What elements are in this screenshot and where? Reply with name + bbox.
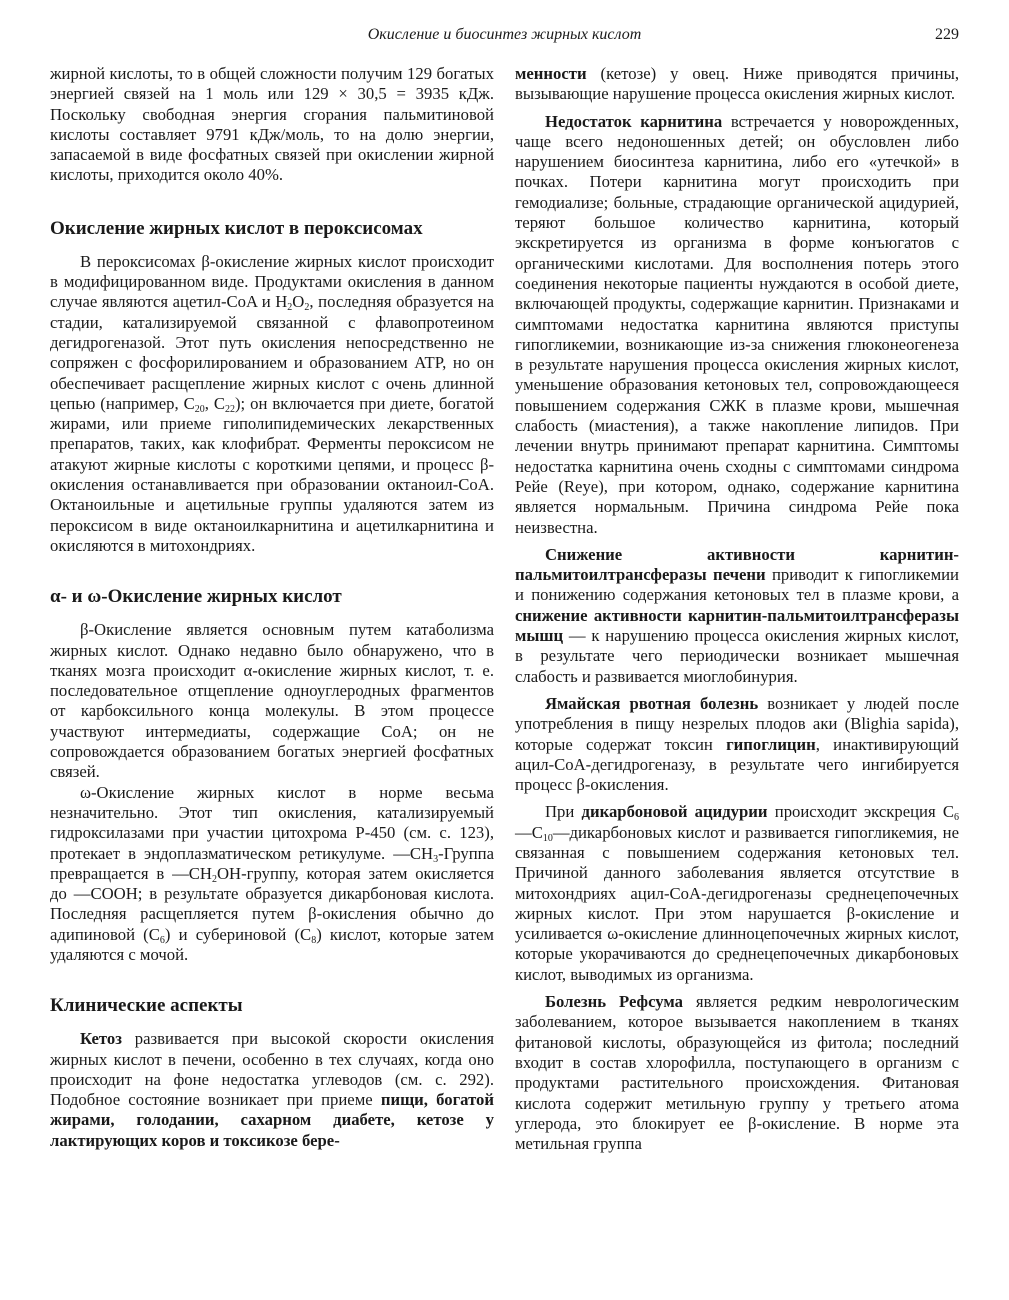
page-header — [0, 26, 1009, 50]
heading-peroxisome-oxidation: Окисление жирных кислот в пероксисомах — [50, 217, 423, 239]
paragraph-refsum-disease: Болезнь Рефсума является редким неврологическим заболеванием, которое вызывается накоплением в тканях фитановой кислоты, образующейся из фитола; последний входит в состав хлорофилла, поступающего в организм с продуктами растительного происхождения. Фитановая кислота содержит метильную группу у третьего атома углерода, это блокирует ее β-окисление. В норме эта метильная группа — [515, 992, 960, 1154]
left-column — [50, 64, 494, 1151]
right-column — [515, 64, 959, 1154]
paragraph-carnitine-deficiency: Недостаток карнитина встречается у новорожденных, чаще всего недоношенных детей; он обусловлен либо нарушением биосинтеза карнитина, либо его «утечкой» в почках. Потери карнитина могут происходить при гемодиализе; больные, страдающие органической ацидурией, теряют большое количество карнитина, который экскретируется из организма в форме конъюгатов с органическими кислотами. Для восполнения потерь этого соединения некоторые пациенты нуждаются в особой диете, включающей продукты, содержащие карнитин. Признаками и симптомами недостатка карнитина являются приступы гипогликемии, возникающие из-за снижения глюконеогенеза в результате нарушения процесса окисления жирных кислот, уменьшение образования кетоновых тел, сопровождающееся повышением содержания СЖК в плазме крови, мышечная слабость (миастения), а также накопление липидов. При лечении внутрь принимают препарат карнитина. Симптомы недостатка карнитина очень сходны с симптомами синдрома Рейе (Reye), при котором, однако, содержание карнитина является нормальным. Причина синдрома Рейе пока неизвестна. — [515, 111, 960, 537]
running-title: Окисление и биосинтез жирных кислот — [367, 26, 642, 43]
paragraph-dicarboxylic-aciduria: При дикарбоновой ацидурии происходит экскреция $C_6—C_{10}—дикарбоновых$ кислот и развивается гипогликемия, не связанная с повышением содержания кетоновых тел. Причиной данного заболевания является отсутствие в митохондриях ацил-CoA-дегидрогеназы среднецепочечных жирных кислот. При этом нарушается β-окисление и усиливается ω-окисление длинноцепочечных жирных кислот, которые укорачиваются до среднецепочечных дикарбоновых кислот, выводимых из организма. — [515, 802, 959, 984]
paragraph-cpt-deficiency: Снижение активности карнитин-пальмитоилтрансферазы печени приводит к гипогликемии и понижению содержания кетоновых тел в плазме крови, а снижение активности карнитин-пальмитоилтрансферазы мышц — к нарушению процесса окисления жирных кислот, в результате чего периодически возникает мышечная слабость и развивается миоглобинурия. — [515, 544, 959, 686]
paragraph-energy-yield: жирной кислоты, то в общей сложности получим 129 богатых энергией связей на 1 моль или 129 × 30,5 = 3935 кДж. Поскольку свободная энергия сгорания пальмитиновой кислоты составляет 9791 кДж/моль, то на долю энергии, запасаемой в виде фосфатных связей при окислении жирной кислоты, приходится около 40%. — [50, 64, 494, 185]
paragraph-peroxisome-oxidation: В пероксисомах β-окисление жирных кислот происходит в модифицированном виде. Продуктами окисления в данном случае являются ацетил-CoA и $H_2O_2$, последняя образуется на стадии, катализируемой связанной с флавопротеином дегидрогеназой. Этот путь окисления непосредственно не сопряжен с фосфорилированием и образованием ATP, но он обеспечивает расщепление жирных кислот с очень длинной цепью (например, $C_{20}$, $C_{22}$); он включается при диете, богатой жирами, или приеме гиполипидемических лекарственных препаратов, таких, как клофибрат. Ферменты пероксисом не атакуют жирные кислоты с короткими цепями, и процесс β-окисления останавливается при образовании октаноил-CoA. Октаноильные и ацетильные группы удаляются затем из пероксисом в виде октаноилкарнитина и ацетилкарнитина и окисляются в митохондриях. — [50, 251, 494, 555]
heading-clinical-aspects: Клинические аспекты — [50, 995, 243, 1017]
page-number: 229 — [935, 26, 959, 43]
paragraph-ketosis-continued: менности (кетозе) у овец. Ниже приводятся причины, вызывающие нарушение процесса окисления жирных кислот. — [515, 64, 959, 104]
paragraph-omega-oxidation: ω-Окисление жирных кислот в норме весьма незначительно. Этот тип окисления, катализируемый гидроксилазами при участии цитохрома P-450 (см. с. 123), протекает в эндоплазматическом ретикулуме. $—CH_3$-Группа превращается в $—CH_2OH$-группу, которая затем окисляется до —COOH; в результате образуется дикарбоновая кислота. Последняя расщепляется путем β-окисления обычно до адипиновой $(C_6)$ и субериновой $(C_8)$ кислот, которые затем удаляются с мочой. — [50, 782, 494, 964]
paragraph-jamaican-vomiting-sickness: Ямайская рвотная болезнь возникает у людей после употребления в пищу незрелых плодов аки (Blighia sapida), которые содержат токсин гипоглицин, инактивирующий ацил-CoA-дегидрогеназу, в результате чего ингибируется процесс β-окисления. — [515, 693, 959, 795]
heading-alpha-omega-oxidation: α- и ω-Окисление жирных кислот — [50, 586, 342, 608]
paragraph-alpha-oxidation: β-Окисление является основным путем катаболизма жирных кислот. Однако недавно было обнаружено, что в тканях мозга происходит α-окисление жирных кислот, т. е. последовательное отщепление одноуглеродных фрагментов от карбоксильного конца молекулы. В этом процессе участвуют интермедиаты, содержащие CoA; он не сопровождается образованием богатых энергией фосфатных связей. — [50, 620, 494, 782]
paragraph-ketosis: Кетоз развивается при высокой скорости окисления жирных кислот в печени, особенно в тех случаях, когда оно происходит на фоне недостатка углеводов (см. с. 292). Подобное состояние возникает при приеме пищи, богатой жирами, голодании, сахарном диабете, кетозе у лактирующих коров и токсикозе бере- — [50, 1029, 494, 1150]
